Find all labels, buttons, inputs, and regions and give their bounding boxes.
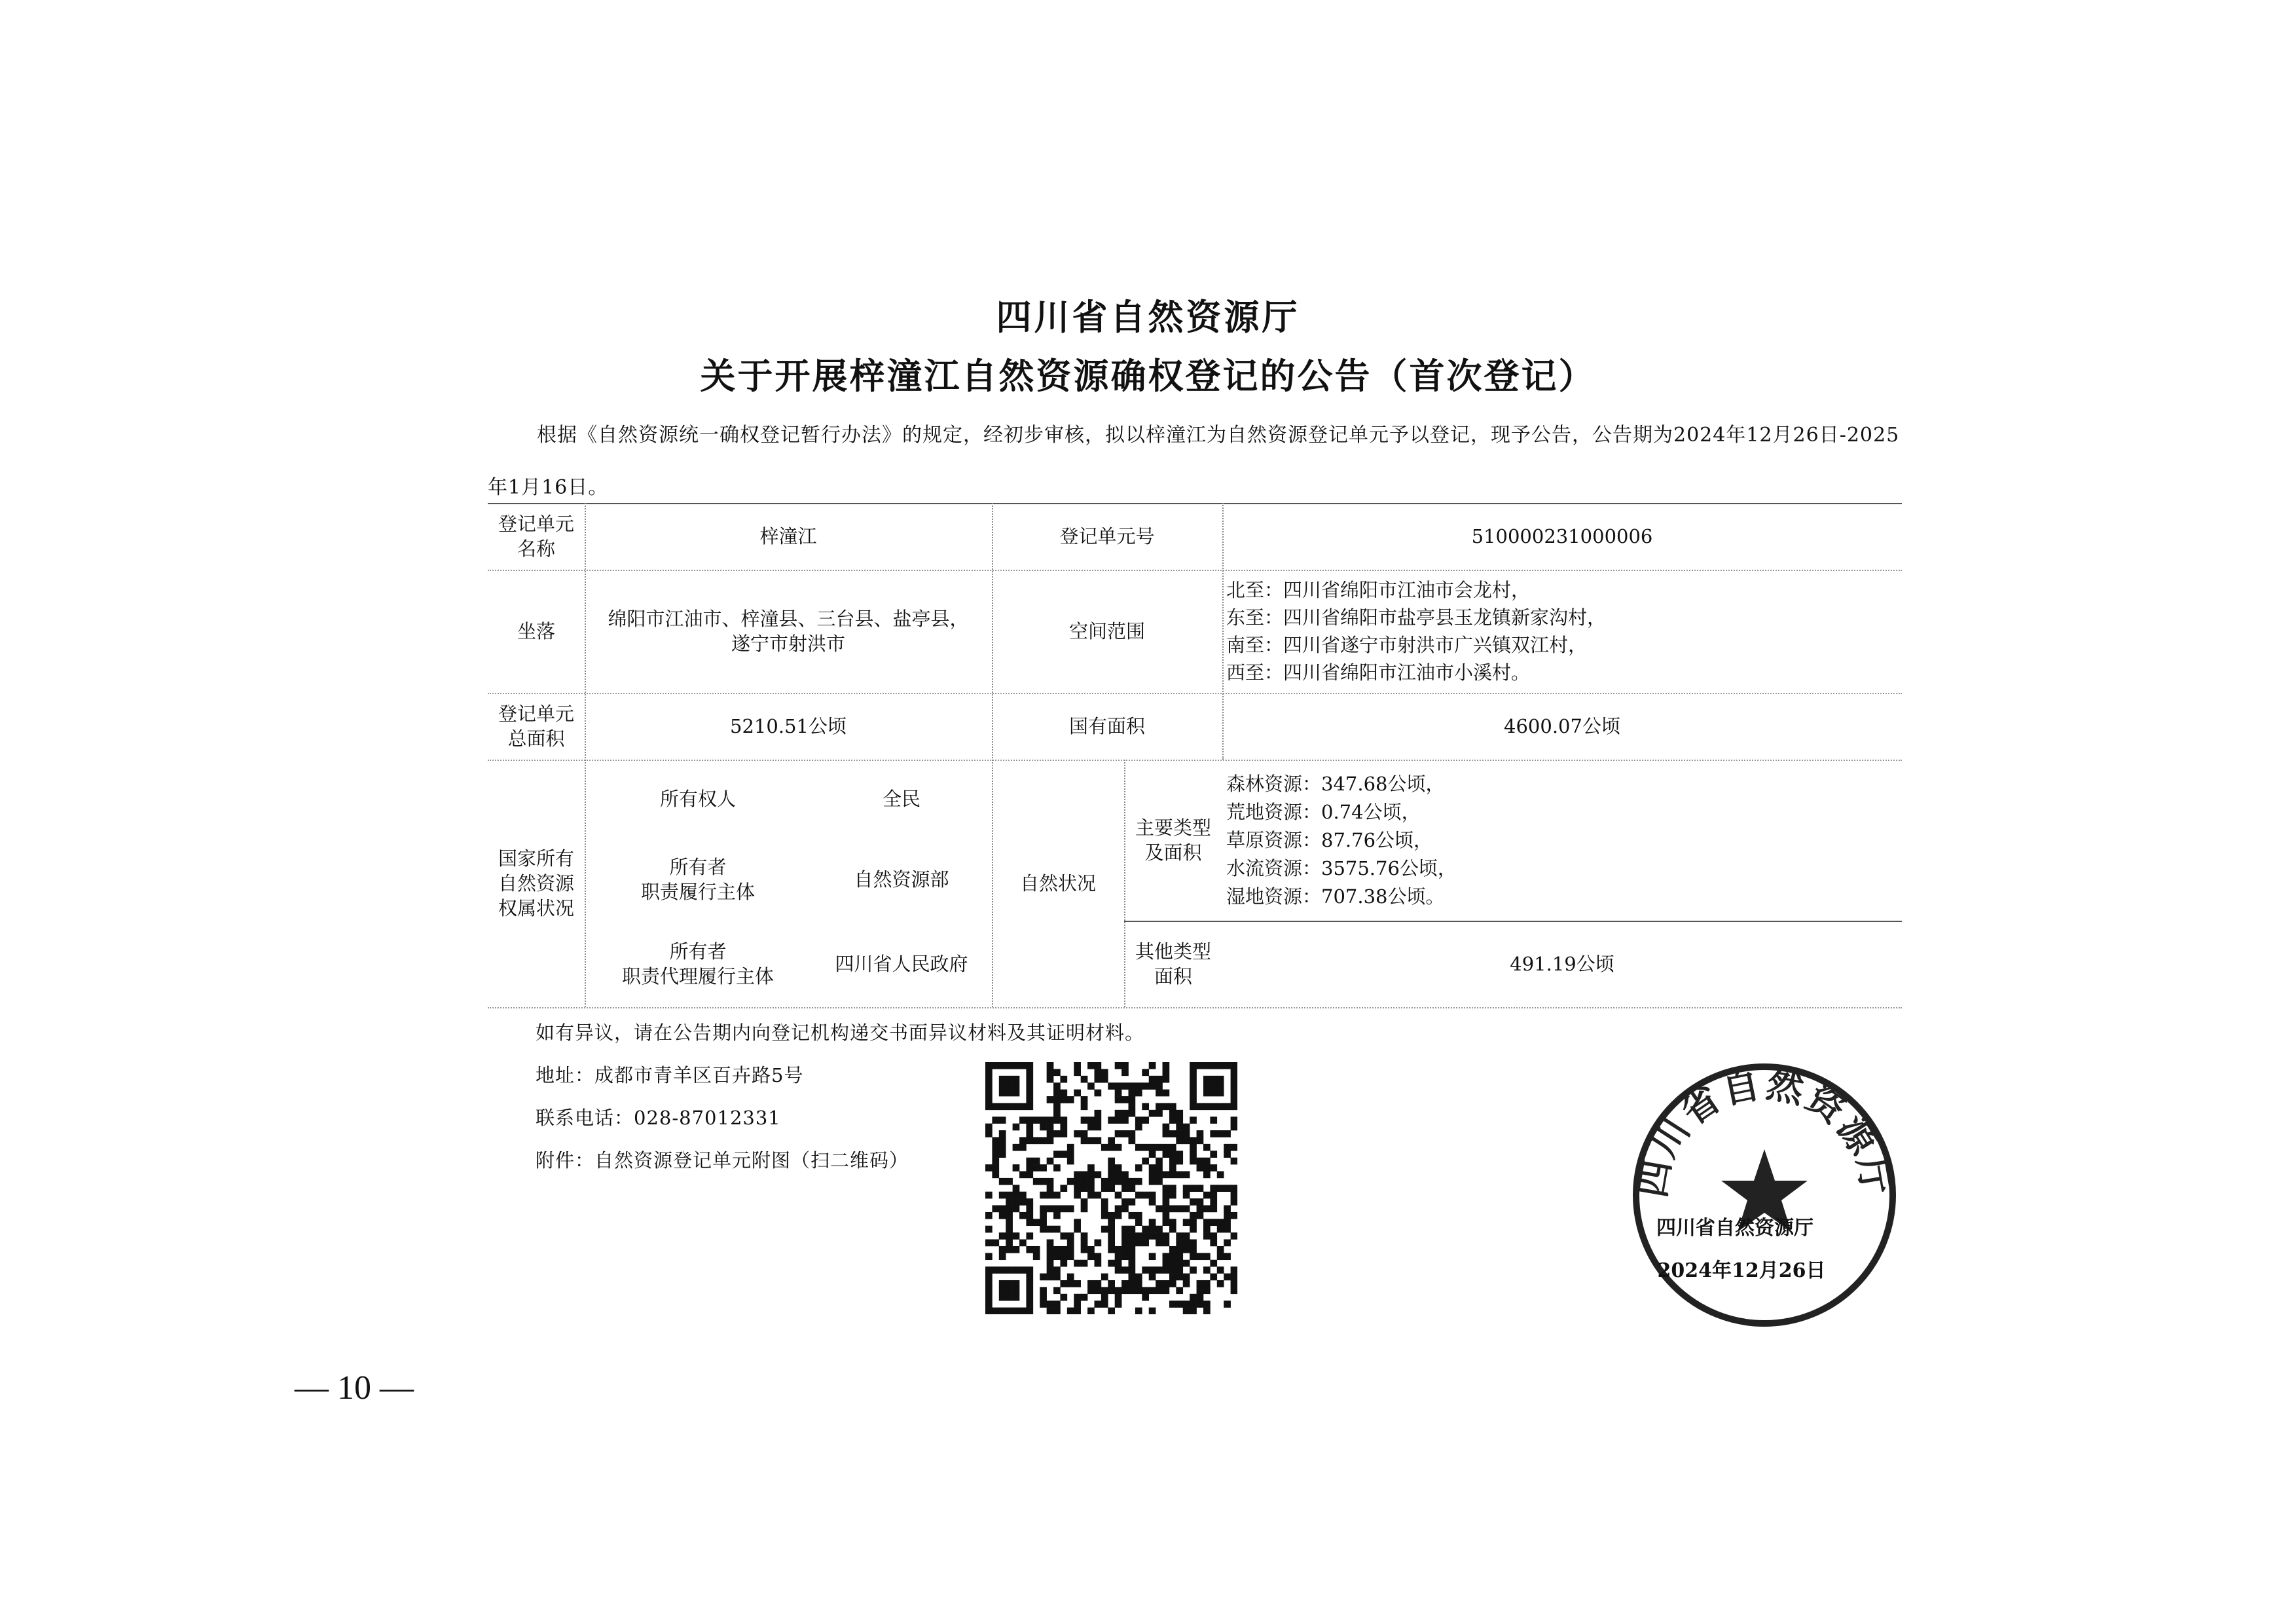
phone-line: 联系电话：028-87012331: [536, 1107, 781, 1129]
owner-value: 全民: [882, 788, 920, 810]
intro-paragraph: 根据《自然资源统一确权登记暂行办法》的规定，经初步审核，拟以梓潼江为自然资源登记单元予以登记，现予公告，公告期为2024年12月26日-2025年1月16日。: [488, 424, 1900, 499]
main-type-label: 主要类型 及面积: [1135, 817, 1211, 864]
total-area-label: 登记单元 总面积: [498, 703, 574, 750]
total-area-value: 5210.51公顷: [730, 715, 847, 737]
owner-label: 所有权人: [659, 788, 736, 810]
address-line: 地址：成都市青羊区百卉路5号: [536, 1064, 804, 1086]
unit-number-value: 510000231000006: [1471, 525, 1653, 547]
other-type-value: 491.19公顷: [1510, 953, 1614, 975]
ownership-label: 国家所有 自然资源 权属状况: [498, 847, 574, 919]
space-range-value: 北至：四川省绵阳市江油市会龙村， 东至：四川省绵阳市盐亭县玉龙镇新家沟村， 南至：四川省遂宁市射洪市广兴镇双江村， 西至：四川省绵阳市江油市小溪村。: [1226, 579, 1607, 684]
official-seal-icon: [1620, 1051, 1908, 1339]
space-range-label: 空间范围: [1068, 620, 1145, 642]
state-area-label: 国有面积: [1068, 715, 1145, 737]
page-number: — 10 —: [295, 1369, 414, 1407]
nature-label: 自然状况: [1019, 872, 1096, 895]
duty-label: 所有者 职责履行主体: [640, 856, 755, 903]
document-title-line1: 四川省自然资源厅: [996, 296, 1300, 338]
main-type-value: 森林资源：347.68公顷， 荒地资源：0.74公顷， 草原资源：87.76公顷， 水流资源：3575.76公顷， 湿地资源：707.38公顷。: [1226, 772, 1457, 908]
unit-number-label: 登记单元号: [1059, 525, 1155, 547]
agent-value: 四川省人民政府: [835, 953, 968, 975]
seal-date: 2024年12月26日: [1657, 1259, 1826, 1282]
location-value: 绵阳市江油市、梓潼县、三台县、盐亭县， 遂宁市射洪市: [608, 608, 969, 655]
duty-value: 自然资源部: [854, 868, 949, 891]
attachment-line: 附件：自然资源登记单元附图（扫二维码）: [536, 1149, 909, 1172]
seal-organization: 四川省自然资源厅: [1656, 1217, 1813, 1240]
unit-name-value: 梓潼江: [759, 525, 817, 547]
attachment-qr-code[interactable]: [985, 1062, 1237, 1314]
location-label: 坐落: [517, 620, 555, 642]
svg-text:四川省自然资源厅: 四川省自然资源厅: [1630, 1062, 1899, 1201]
agent-label: 所有者 职责代理履行主体: [621, 940, 774, 987]
registration-table: [488, 503, 1902, 1008]
document-title-line2: 关于开展梓潼江自然资源确权登记的公告（首次登记）: [700, 355, 1596, 397]
other-type-label: 其他类型 面积: [1135, 940, 1211, 987]
state-area-value: 4600.07公顷: [1504, 715, 1620, 737]
objection-note: 如有异议，请在公告期内向登记机构递交书面异议材料及其证明材料。: [536, 1022, 1145, 1044]
unit-name-label: 登记单元 名称: [498, 513, 574, 560]
